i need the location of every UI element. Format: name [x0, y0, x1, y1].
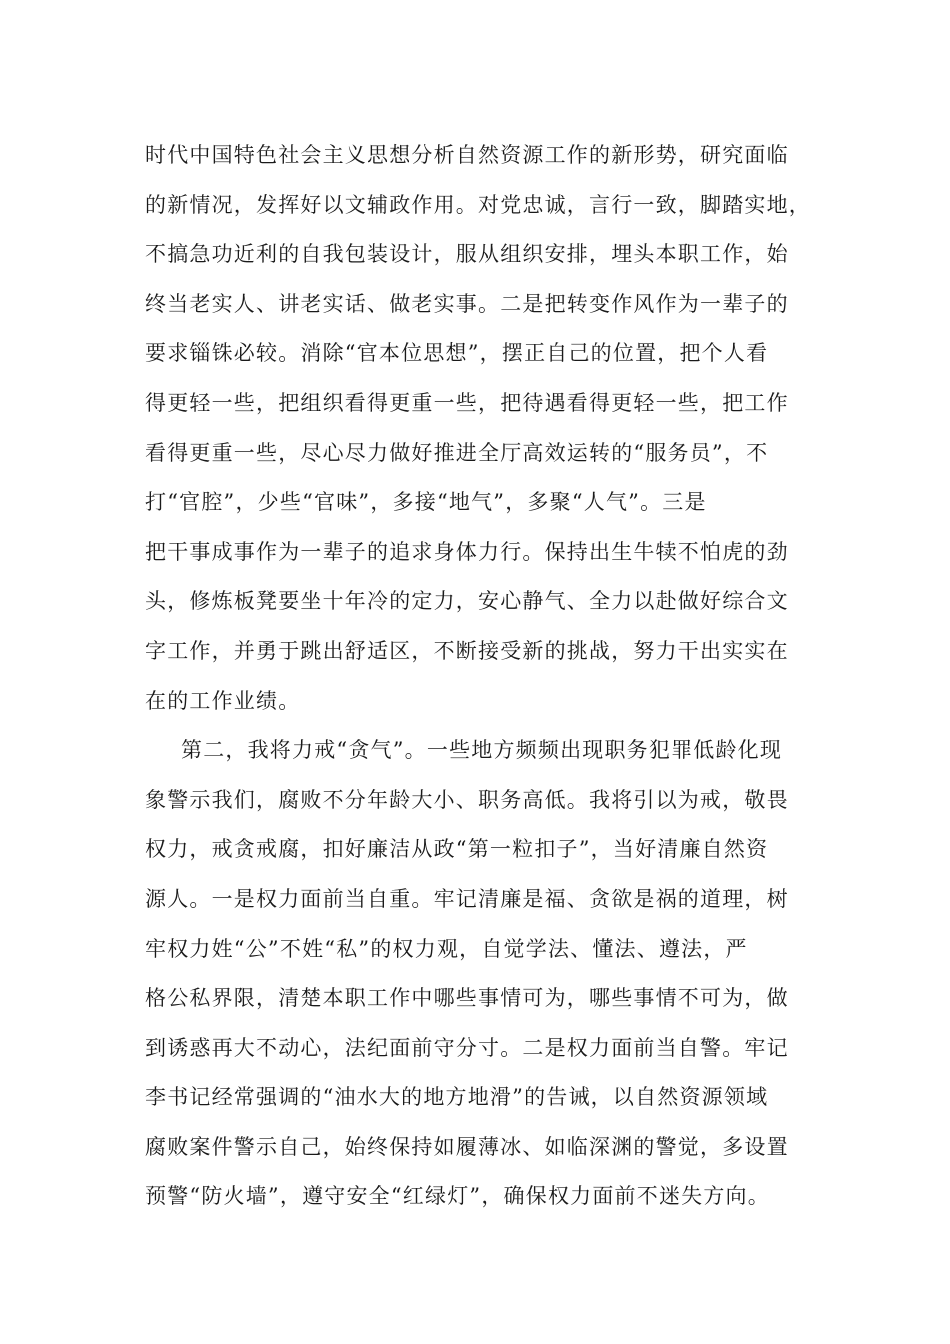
text-line: 权力，戒贪戒腐，扣好廉洁从政“第一粒扣子”，当好清廉自然资 — [145, 837, 769, 862]
text-line: 不搞急功近利的自我包装设计，服从组织安排，埋头本职工作，始 — [145, 242, 789, 267]
text-line: 头，修炼板凳要坐十年冷的定力，安心静气、全力以赴做好综合文 — [145, 589, 789, 614]
text-line: 时代中国特色社会主义思想分析自然资源工作的新形势，研究面临 — [145, 143, 789, 167]
text-line: 在的工作业绩。 — [145, 688, 301, 713]
text-line: 终当老实人、讲老实话、做老实事。二是把转变作风作为一辈子的 — [145, 291, 789, 316]
text-line: 腐败案件警示自己，始终保持如履薄冰、如临深渊的警觉，多设置 — [145, 1134, 789, 1159]
text-line: 李书记经常强调的“油水大的地方地滑”的告诫，以自然资源领域 — [145, 1085, 769, 1110]
text-line: 源人。一是权力面前当自重。牢记清廉是福、贪欲是祸的道理，树 — [145, 886, 789, 911]
text-line: 的新情况，发挥好以文辅政作用。对党忠诚，言行一致，脚踏实地， — [145, 192, 811, 217]
text-line: 得更轻一些，把组织看得更重一些，把待遇看得更轻一些，把工作 — [145, 390, 789, 415]
text-line: 第二，我将力戒“贪气”。一些地方频频出现职务犯罪低龄化现 — [181, 738, 783, 763]
text-line: 把干事成事作为一辈子的追求身体力行。保持出生牛犊不怕虎的劲 — [145, 539, 789, 564]
text-line: 预警“防火墙”，遵守安全“红绿灯”，确保权力面前不迷失方向。 — [145, 1184, 770, 1209]
text-line: 牢权力姓“公”不姓“私”的权力观，自觉学法、懂法、遵法，严 — [145, 936, 748, 961]
paragraph-2 — [145, 726, 845, 1222]
text-line: 看得更重一些，尽心尽力做好推进全厅高效运转的“服务员”，不 — [145, 440, 769, 465]
text-line: 字工作，并勇于跳出舒适区，不断接受新的挑战，努力干出实实在 — [145, 638, 789, 663]
paragraph-1 — [145, 131, 845, 726]
text-line: 到诱惑再大不动心，法纪面前守分寸。二是权力面前当自警。牢记 — [145, 1035, 789, 1060]
text-line: 打“官腔”，少些“官味”，多接“地气”，多聚“人气”。三是 — [145, 490, 707, 515]
text-line: 要求锱铢必较。消除“官本位思想”，摆正自己的位置，把个人看 — [145, 341, 769, 366]
text-line: 格公私界限，清楚本职工作中哪些事情可为，哪些事情不可为，做 — [145, 986, 789, 1011]
body-text — [145, 131, 845, 1222]
text-line: 象警示我们，腐败不分年龄大小、职务高低。我将引以为戒，敬畏 — [145, 787, 789, 812]
